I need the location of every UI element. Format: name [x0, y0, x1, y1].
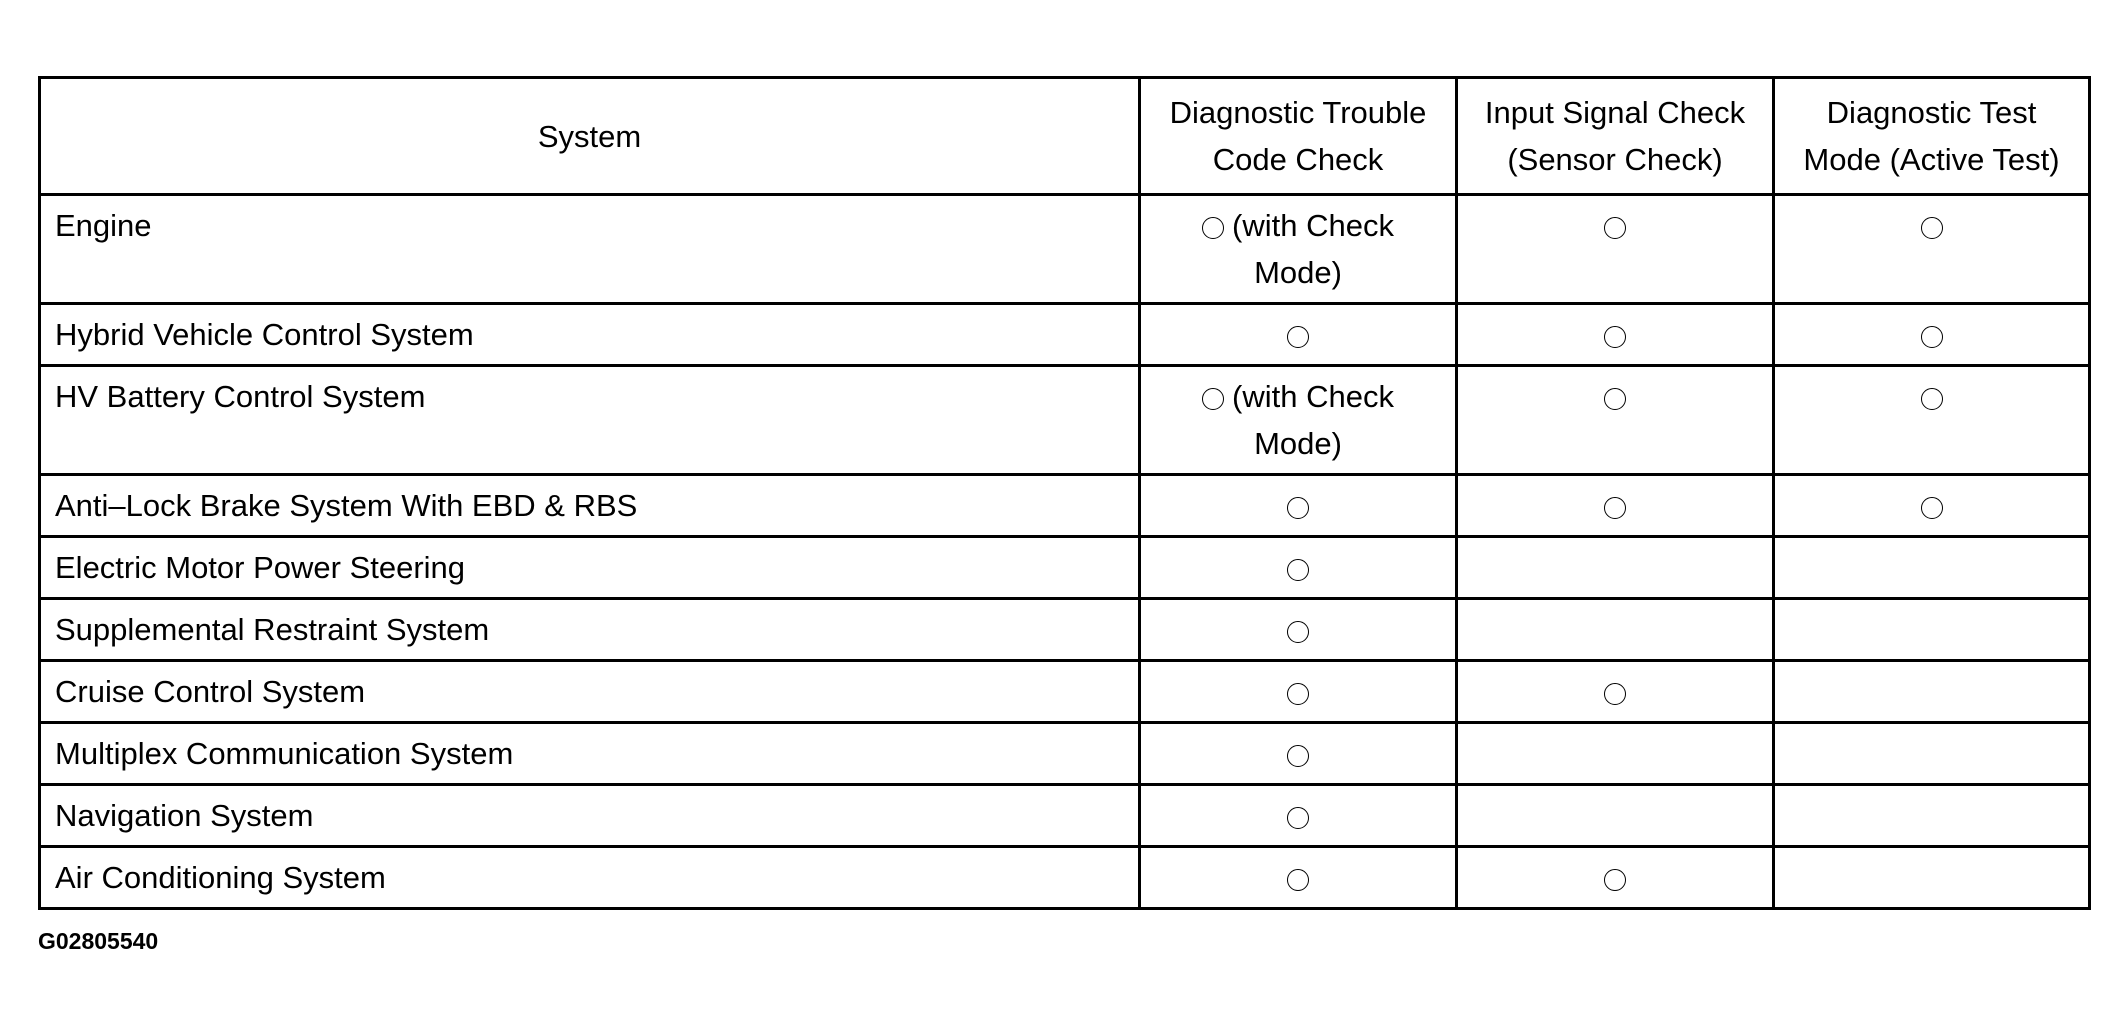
input-signal-check-cell — [1457, 847, 1774, 909]
input-signal-check-cell — [1457, 537, 1774, 599]
supported-circle-icon — [1921, 217, 1943, 239]
header-dtc-check: Diagnostic Trouble Code Check — [1140, 78, 1457, 195]
supported-circle-icon — [1604, 388, 1626, 410]
system-name-cell: Navigation System — [40, 785, 1140, 847]
dtc-check-cell — [1140, 304, 1457, 366]
check-mode-note: (with Check Mode) — [1232, 379, 1394, 461]
supported-circle-icon — [1202, 217, 1224, 239]
input-signal-check-cell — [1457, 785, 1774, 847]
header-input-signal-check: Input Signal Check (Sensor Check) — [1457, 78, 1774, 195]
supported-circle-icon — [1921, 388, 1943, 410]
active-test-cell — [1774, 304, 2090, 366]
input-signal-check-cell — [1457, 723, 1774, 785]
supported-circle-icon — [1921, 326, 1943, 348]
system-name-cell: Air Conditioning System — [40, 847, 1140, 909]
supported-circle-icon — [1287, 745, 1309, 767]
system-name-cell: Cruise Control System — [40, 661, 1140, 723]
supported-circle-icon — [1604, 869, 1626, 891]
supported-circle-icon — [1604, 683, 1626, 705]
supported-circle-icon — [1287, 497, 1309, 519]
supported-circle-icon — [1287, 683, 1309, 705]
supported-circle-icon — [1287, 621, 1309, 643]
table-row — [40, 723, 2090, 785]
table-row — [40, 475, 2090, 537]
table-body — [40, 195, 2090, 909]
system-name-cell: Multiplex Communication System — [40, 723, 1140, 785]
table-row — [40, 304, 2090, 366]
table-row — [40, 599, 2090, 661]
active-test-cell — [1774, 847, 2090, 909]
dtc-check-cell — [1140, 661, 1457, 723]
input-signal-check-cell — [1457, 475, 1774, 537]
supported-circle-icon — [1287, 326, 1309, 348]
input-signal-check-cell — [1457, 366, 1774, 475]
system-name-cell: Electric Motor Power Steering — [40, 537, 1140, 599]
table-row — [40, 847, 2090, 909]
dtc-check-cell — [1140, 537, 1457, 599]
supported-circle-icon — [1287, 869, 1309, 891]
supported-circle-icon — [1604, 497, 1626, 519]
dtc-check-cell — [1140, 785, 1457, 847]
input-signal-check-cell — [1457, 599, 1774, 661]
dtc-check-cell — [1140, 475, 1457, 537]
input-signal-check-cell — [1457, 304, 1774, 366]
supported-circle-icon — [1287, 807, 1309, 829]
system-name-cell: Supplemental Restraint System — [40, 599, 1140, 661]
table-row — [40, 195, 2090, 304]
table-row — [40, 537, 2090, 599]
dtc-check-cell — [1140, 847, 1457, 909]
dtc-check-cell — [1140, 195, 1457, 304]
supported-circle-icon — [1604, 326, 1626, 348]
input-signal-check-cell — [1457, 195, 1774, 304]
diagnostic-table — [38, 76, 2091, 910]
active-test-cell — [1774, 366, 2090, 475]
active-test-cell — [1774, 195, 2090, 304]
table-row — [40, 366, 2090, 475]
check-mode-note: (with Check Mode) — [1232, 208, 1394, 290]
active-test-cell — [1774, 475, 2090, 537]
figure-id: G02805540 — [38, 928, 159, 954]
supported-circle-icon — [1921, 497, 1943, 519]
system-name-cell: Engine — [40, 195, 1140, 304]
dtc-check-cell — [1140, 599, 1457, 661]
system-name-cell: Anti–Lock Brake System With EBD & RBS — [40, 475, 1140, 537]
active-test-cell — [1774, 661, 2090, 723]
header-system: System — [40, 78, 1140, 195]
active-test-cell — [1774, 785, 2090, 847]
input-signal-check-cell — [1457, 661, 1774, 723]
system-name-cell: HV Battery Control System — [40, 366, 1140, 475]
supported-circle-icon — [1287, 559, 1309, 581]
table-header-row — [40, 78, 2090, 195]
active-test-cell — [1774, 537, 2090, 599]
active-test-cell — [1774, 599, 2090, 661]
supported-circle-icon — [1604, 217, 1626, 239]
active-test-cell — [1774, 723, 2090, 785]
table-row — [40, 661, 2090, 723]
dtc-check-cell — [1140, 366, 1457, 475]
table-row — [40, 785, 2090, 847]
header-active-test: Diagnostic Test Mode (Active Test) — [1774, 78, 2090, 195]
system-name-cell: Hybrid Vehicle Control System — [40, 304, 1140, 366]
dtc-check-cell — [1140, 723, 1457, 785]
supported-circle-icon — [1202, 388, 1224, 410]
